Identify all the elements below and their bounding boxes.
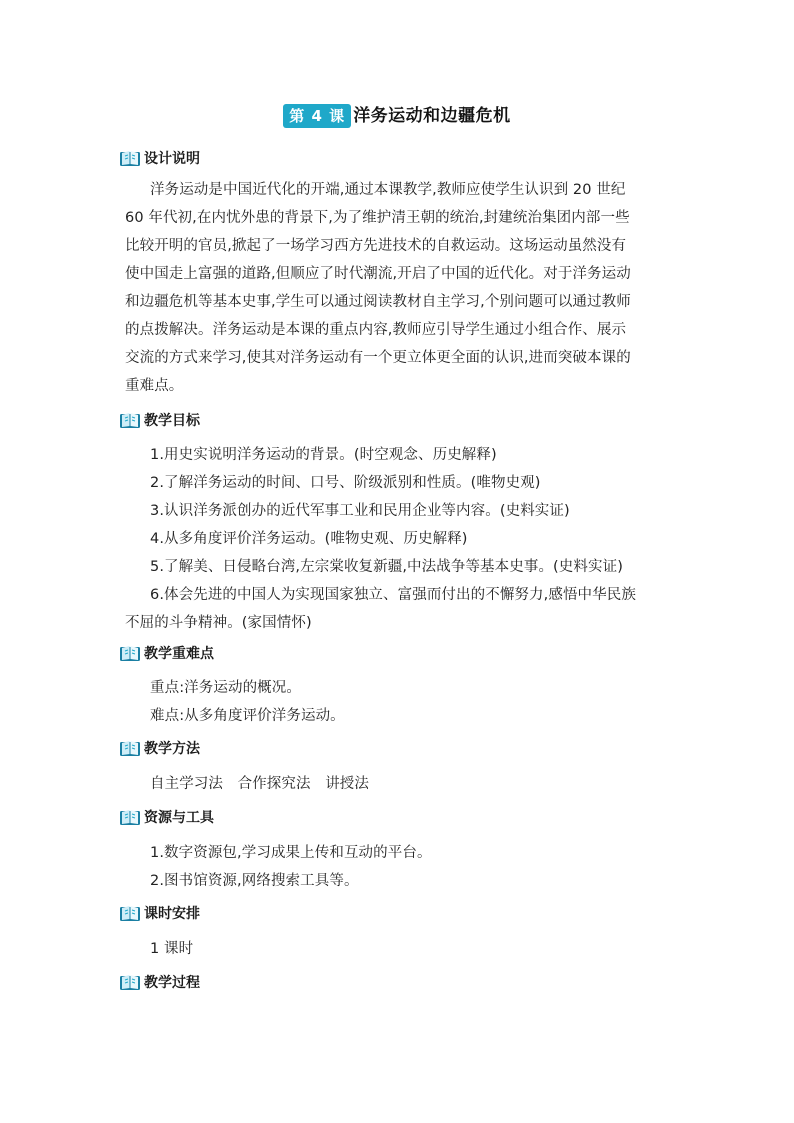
section-header-design xyxy=(119,148,200,168)
schedule-line: 1 课时 xyxy=(150,941,194,957)
paragraph-line: 交流的方式来学习,使其对洋务运动有一个更立体更全面的认识,进而突破本课的 xyxy=(125,350,631,366)
section-title: 课时安排 xyxy=(144,906,200,922)
difficult-point: 难点:从多角度评价洋务运动。 xyxy=(150,708,345,724)
book-icon xyxy=(119,739,141,757)
book-icon xyxy=(119,644,141,662)
section-header-process xyxy=(119,972,200,992)
section-header-keypoints xyxy=(119,643,214,663)
paragraph-line: 60 年代初,在内忧外患的背景下,为了维护清王朝的统治,封建统治集团内部一些 xyxy=(125,210,630,226)
goal-item: 3.认识洋务派创办的近代军事工业和民用企业等内容。(史料实证) xyxy=(150,503,570,519)
paragraph-line: 比较开明的官员,掀起了一场学习西方先进技术的自救运动。这场运动虽然没有 xyxy=(125,238,627,254)
section-title: 资源与工具 xyxy=(144,810,214,826)
goal-item: 6.体会先进的中国人为实现国家独立、富强而付出的不懈努力,感悟中华民族 xyxy=(150,587,636,603)
section-title: 教学方法 xyxy=(144,741,200,757)
goal-item: 1.用史实说明洋务运动的背景。(时空观念、历史解释) xyxy=(150,447,497,463)
section-title: 设计说明 xyxy=(144,151,200,167)
paragraph-line: 的点拨解决。洋务运动是本课的重点内容,教师应引导学生通过小组合作、展示 xyxy=(125,322,627,338)
paragraph-line: 重难点。 xyxy=(125,378,184,394)
resource-item: 2.图书馆资源,网络搜索工具等。 xyxy=(150,873,359,889)
resource-item: 1.数字资源包,学习成果上传和互动的平台。 xyxy=(150,845,432,861)
section-header-goals xyxy=(119,410,200,430)
lesson-title-row xyxy=(0,103,794,129)
book-icon xyxy=(119,973,141,991)
goal-item: 不屈的斗争精神。(家国情怀) xyxy=(125,615,312,631)
paragraph-line: 洋务运动是中国近代化的开端,通过本课教学,教师应使学生认识到 20 世纪 xyxy=(150,182,626,198)
book-icon xyxy=(119,904,141,922)
goal-item: 2.了解洋务运动的时间、口号、阶级派别和性质。(唯物史观) xyxy=(150,475,541,491)
paragraph-line: 和边疆危机等基本史事,学生可以通过阅读教材自主学习,个别问题可以通过教师 xyxy=(125,294,631,310)
section-title: 教学重难点 xyxy=(144,646,214,662)
lesson-title: 洋务运动和边疆危机 xyxy=(353,106,511,126)
book-icon xyxy=(119,411,141,429)
book-icon xyxy=(119,149,141,167)
section-header-resources xyxy=(119,807,214,827)
goal-item: 4.从多角度评价洋务运动。(唯物史观、历史解释) xyxy=(150,531,468,547)
section-header-methods xyxy=(119,738,200,758)
paragraph-line: 使中国走上富强的道路,但顺应了时代潮流,开启了中国的近代化。对于洋务运动 xyxy=(125,266,631,282)
section-title: 教学过程 xyxy=(144,975,200,991)
lesson-number-badge: 第 4 课 xyxy=(283,104,351,128)
section-title: 教学目标 xyxy=(144,413,200,429)
section-header-schedule xyxy=(119,903,200,923)
methods-line: 自主学习法 合作探究法 讲授法 xyxy=(150,776,369,792)
book-icon xyxy=(119,808,141,826)
key-point: 重点:洋务运动的概况。 xyxy=(150,680,301,696)
goal-item: 5.了解美、日侵略台湾,左宗棠收复新疆,中法战争等基本史事。(史料实证) xyxy=(150,559,623,575)
